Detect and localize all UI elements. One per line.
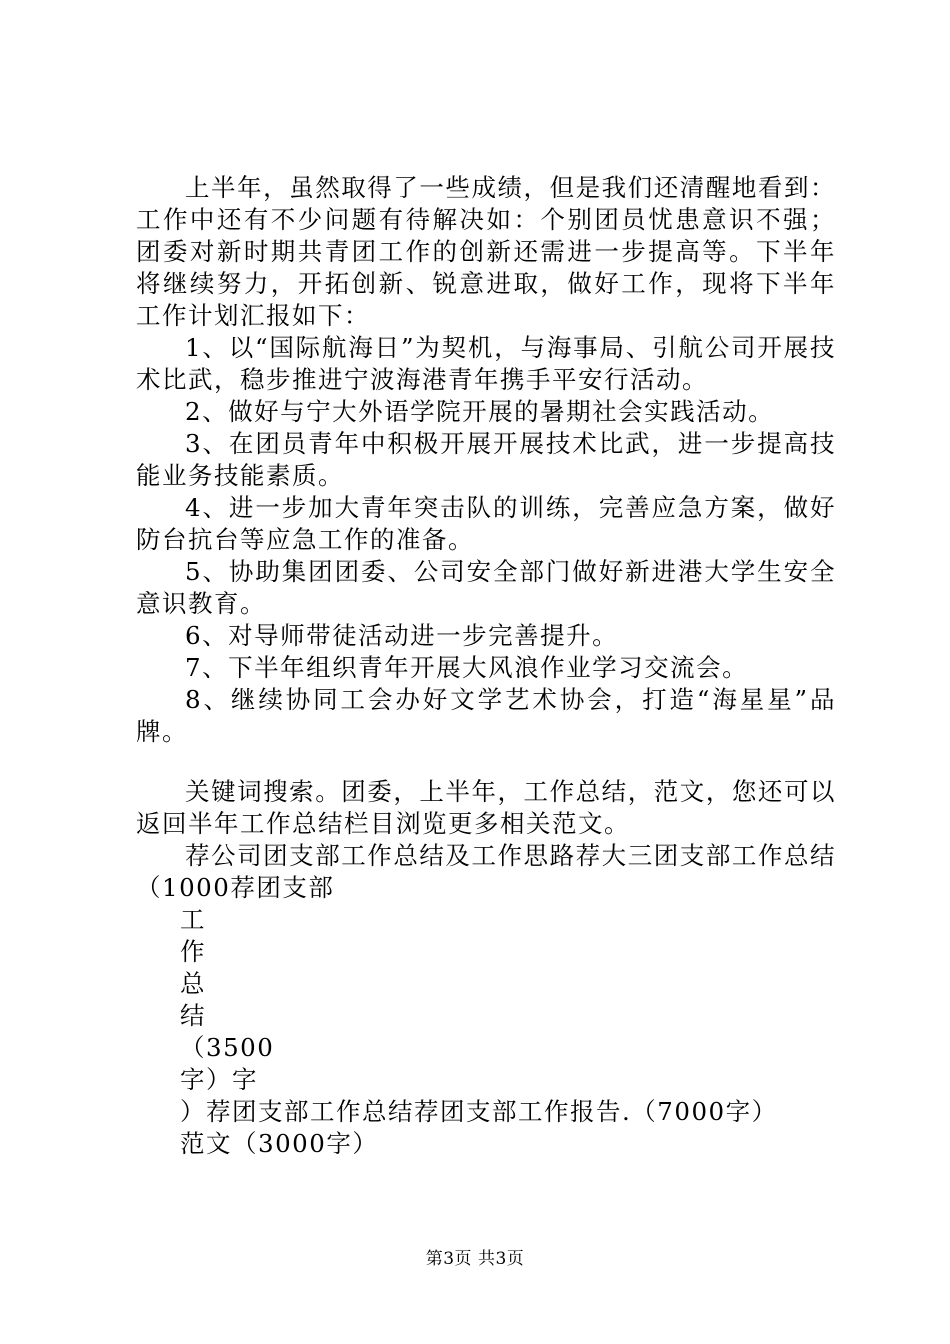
- column-line: 总: [180, 969, 206, 998]
- summary-paragraph: 上半年，虽然取得了一些成绩，但是我们还清醒地看到：工作中还有不少问题有待解决如：个别团员忧患意识不强；团委对新时期共青团工作的创新还需进一步提高等。下半年将继续努力，开拓创新、锐意进取，做好工作，现将下半年工作计划汇报如下：: [136, 173, 836, 330]
- column-line: 范文（3000字）: [180, 1129, 379, 1158]
- plan-item-1: 1、以“国际航海日”为契机，与海事局、引航公司开展技术比武，稳步推进宁波海港青年携手平安行活动。: [136, 333, 836, 394]
- document-body: [136, 172, 836, 1160]
- plan-item-6: 6、对导师带徒活动进一步完善提升。: [185, 621, 619, 650]
- paragraph-gap: [136, 748, 836, 776]
- plan-item-5: 5、协助集团团委、公司安全部门做好新进港大学生安全意识教育。: [136, 557, 836, 618]
- column-line: 字）字: [180, 1065, 258, 1094]
- plan-item-4: 4、进一步加大青年突击队的训练，完善应急方案，做好防台抗台等应急工作的准备。: [136, 493, 836, 554]
- column-line: 工: [180, 905, 206, 934]
- keywords-paragraph: 关键词搜索。团委，上半年，工作总结，范文，您还可以返回半年工作总结栏目浏览更多相关范文。: [136, 777, 836, 838]
- column-line: （3500: [180, 1033, 275, 1062]
- plan-item-7: 7、下半年组织青年开展大风浪作业学习交流会。: [185, 653, 749, 682]
- plan-item-2: 2、做好与宁大外语学院开展的暑期社会实践活动。: [185, 397, 775, 426]
- column-line: 作: [180, 937, 206, 966]
- page-number-footer: 第3页 共3页: [425, 1249, 525, 1269]
- column-line: 结: [180, 1001, 206, 1030]
- plan-item-3: 3、在团员青年中积极开展开展技术比武，进一步提高技能业务技能素质。: [136, 429, 836, 490]
- column-line: ）荐团支部工作总结荐团支部工作报告.（7000字）: [180, 1097, 778, 1126]
- related-articles: 荐公司团支部工作总结及工作思路荐大三团支部工作总结（1000荐团支部: [136, 841, 836, 902]
- plan-item-8: 8、继续协同工会办好文学艺术协会，打造“海星星”品牌。: [136, 685, 836, 746]
- related-articles-column: [136, 904, 836, 1160]
